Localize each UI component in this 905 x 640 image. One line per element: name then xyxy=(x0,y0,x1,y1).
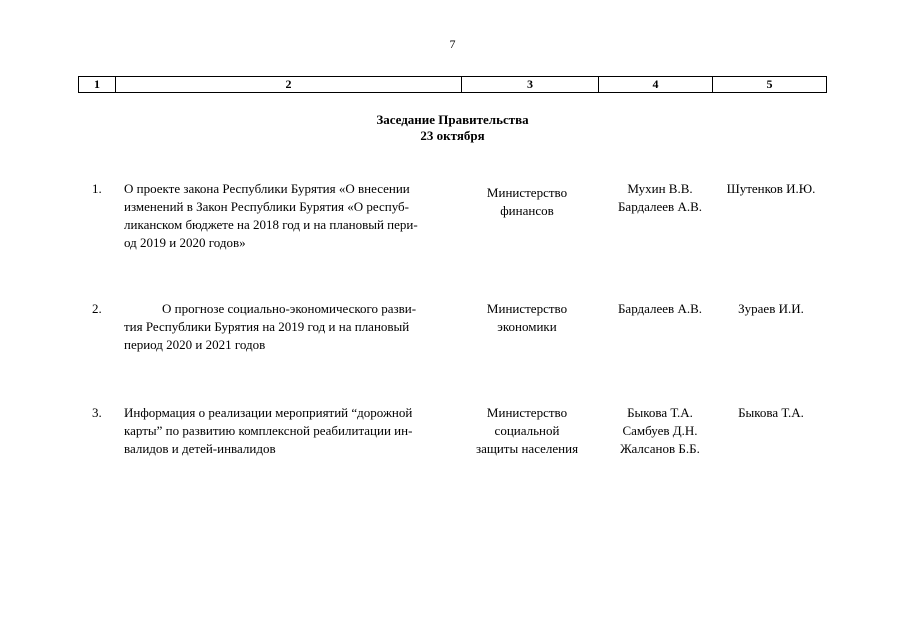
responsible-line: Жалсанов Б.Б. xyxy=(620,441,700,456)
responsible-line: Бардалеев А.В. xyxy=(617,301,703,316)
organization-line: финансов xyxy=(500,203,554,218)
item-number: 3. xyxy=(92,405,102,420)
item-topic xyxy=(124,180,454,252)
topic-line: валидов и детей-инвалидов xyxy=(124,441,276,456)
organization-line: Министерство xyxy=(486,185,568,200)
organization-line: экономики xyxy=(497,319,557,334)
item-responsible xyxy=(600,180,720,216)
topic-line: Информация о реализации мероприятий “дорожной xyxy=(124,405,413,420)
column-header-2: 2 xyxy=(116,77,462,93)
item-speaker: Зураев И.И. xyxy=(738,301,804,316)
item-responsible xyxy=(600,404,720,458)
organization-line: Министерство xyxy=(486,405,568,420)
section-header xyxy=(0,112,905,144)
item-speaker: Шутенков И.Ю. xyxy=(726,181,816,196)
responsible-line: Мухин В.В. xyxy=(627,181,693,196)
topic-line: од 2019 и 2020 годов» xyxy=(124,235,246,250)
item-number: 2. xyxy=(92,301,102,316)
item-topic xyxy=(124,404,454,458)
item-organization xyxy=(466,184,588,220)
item-speaker: Быкова Т.А. xyxy=(738,405,804,420)
topic-line: карты” по развитию комплексной реабилитации ин- xyxy=(124,423,413,438)
item-responsible xyxy=(600,300,720,318)
responsible-line: Быкова Т.А. xyxy=(627,405,693,420)
section-date: 23 октября xyxy=(420,128,485,143)
page-number: 7 xyxy=(449,37,456,51)
topic-line: О прогнозе социально-экономического разви- xyxy=(162,301,417,316)
topic-line: О проекте закона Республики Бурятия «О внесении xyxy=(124,181,410,196)
topic-line: изменений в Закон Республики Бурятия «О респуб- xyxy=(124,199,409,214)
responsible-line: Бардалеев А.В. xyxy=(617,199,703,214)
column-header-4: 4 xyxy=(599,77,713,93)
topic-line: ликанском бюджете на 2018 год и на плановый пери- xyxy=(124,217,418,232)
topic-line: период 2020 и 2021 годов xyxy=(124,337,266,352)
item-number: 1. xyxy=(92,181,102,196)
organization-line: Министерство xyxy=(486,301,568,316)
item-organization xyxy=(466,404,588,458)
item-topic xyxy=(124,300,454,354)
organization-line: социальной xyxy=(494,423,560,438)
section-title: Заседание Правительства xyxy=(376,112,529,127)
item-organization xyxy=(466,300,588,336)
responsible-line: Самбуев Д.Н. xyxy=(622,423,698,438)
topic-line: тия Республики Бурятия на 2019 год и на плановый xyxy=(124,319,410,334)
column-header-row xyxy=(78,76,827,93)
column-header-1: 1 xyxy=(79,77,116,93)
organization-line: защиты населения xyxy=(475,441,579,456)
column-header-3: 3 xyxy=(462,77,599,93)
column-header-5: 5 xyxy=(713,77,827,93)
